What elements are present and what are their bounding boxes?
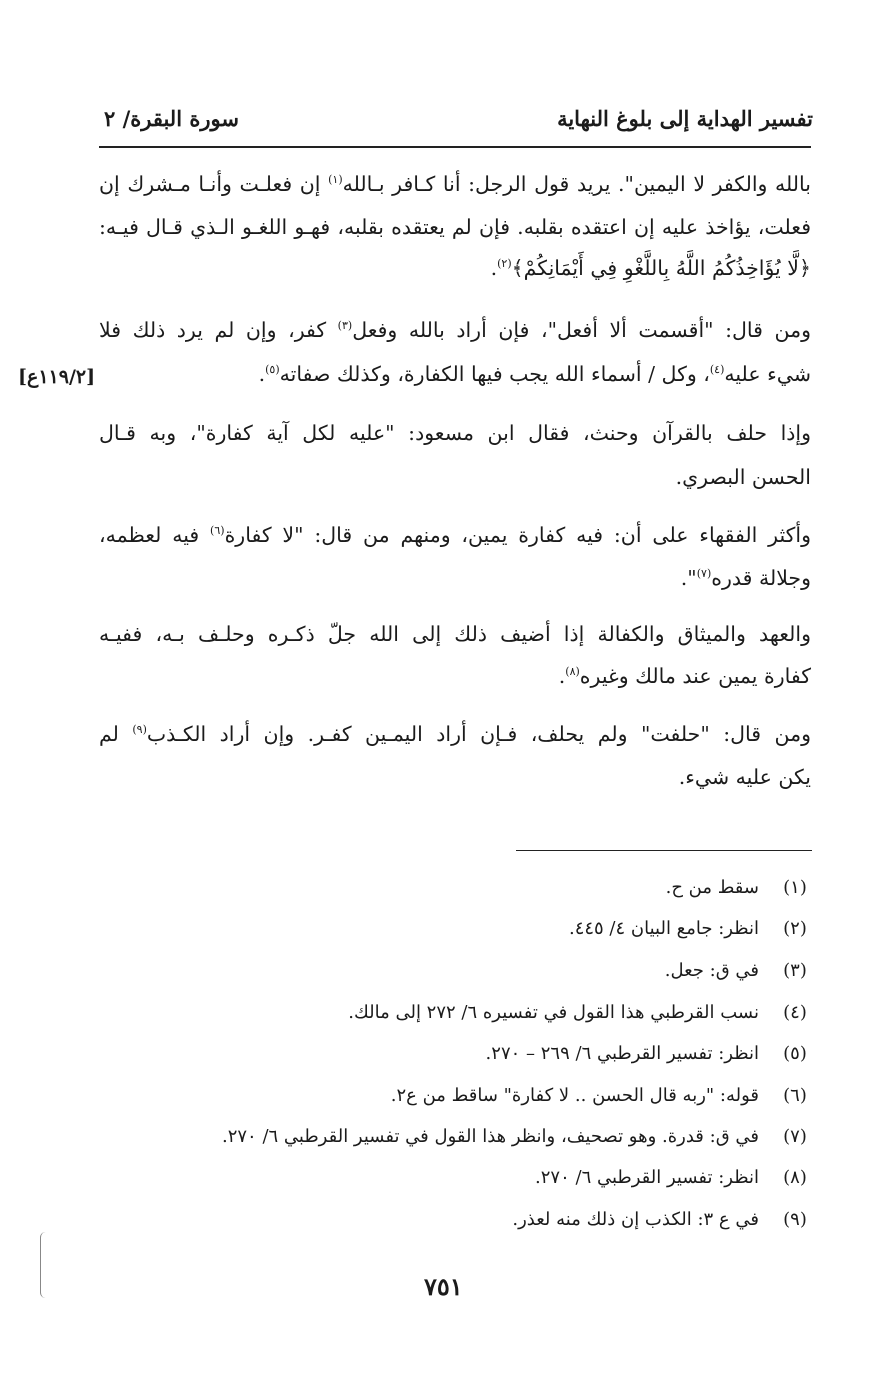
footnote-item xyxy=(512,1209,819,1230)
body-line: يكن عليه شيء. xyxy=(678,765,811,789)
footnote-ref[interactable]: (١) xyxy=(328,173,343,187)
text-run: ، وكل / أسماء الله يجب فيها الكفارة، وكذلك صفاته xyxy=(279,362,710,386)
running-header-title: تفسير الهداية إلى بلوغ النهاية xyxy=(557,106,813,131)
footnote-divider xyxy=(516,850,812,851)
footnote-number: (٧) xyxy=(783,1126,807,1147)
text-run: ومن قال: "أقسمت ألا أفعل"، فإن أراد بالله وفعل xyxy=(352,318,811,342)
manuscript-margin-ref: [١١٩/٢ع] xyxy=(18,366,96,388)
footnote-ref[interactable]: (٢) xyxy=(497,257,512,271)
footnote-ref[interactable]: (٦) xyxy=(210,524,225,538)
footnote-text: انظر: تفسير القرطبي ٦/ ٢٦٩ – ٢٧٠. xyxy=(485,1043,759,1064)
text-run: فيه لعظمه، xyxy=(99,523,211,547)
footnote-number: (٥) xyxy=(783,1043,807,1064)
text-run: لم xyxy=(99,722,133,746)
footnote-text: انظر: جامع البيان ٤/ ٤٤٥. xyxy=(568,918,759,939)
footnote-number: (٢) xyxy=(783,918,807,939)
footnote-item xyxy=(486,1043,819,1064)
body-line xyxy=(99,722,811,746)
footnote-number: (٨) xyxy=(783,1167,807,1188)
footnote-number: (١) xyxy=(783,877,807,898)
footnote-item xyxy=(665,960,819,981)
footnote-ref[interactable]: (٨) xyxy=(565,665,580,679)
footnote-item xyxy=(348,1002,819,1023)
text-run: إن فعلـت وأنـا مـشرك إن xyxy=(99,172,329,196)
text-run: بالله والكفر لا اليمين". يريد قول الرجل: أنا كـافر بـالله xyxy=(342,172,811,196)
footnote-text: في ق: قدرة. وهو تصحيف، وانظر هذا القول في تفسير القرطبي ٦/ ٢٧٠. xyxy=(221,1126,759,1147)
body-line: كفارة يمين عند مالك وغيره$^{(٨)}$. xyxy=(558,664,811,688)
text-run: كفر، وإن لم يرد ذلك فلا xyxy=(99,318,338,342)
footnote-text: نسب القرطبي هذا القول في تفسيره ٦/ ٢٧٢ إلى مالك. xyxy=(348,1002,759,1023)
footnote-item xyxy=(569,918,819,939)
text-run: ومن قال: "حلفت" ولم يحلف، فـإن أراد اليمـين كفـر. وإن أراد الكـذب xyxy=(146,722,812,746)
body-line: فعلت، يؤاخذ عليه إن اعتقده بقلبه. فإن لم يعتقده بقلبه، فهـو اللغـو الـذي قـال فيـه: xyxy=(99,215,811,239)
body-line xyxy=(99,523,811,547)
body-line: وجلالة قدره$^{(٧)}$". xyxy=(680,566,811,590)
footnote-number: (٩) xyxy=(783,1209,807,1230)
body-line: الحسن البصري. xyxy=(675,465,811,489)
body-line: شيء عليه$^{(٤)}$، وكل / أسماء الله يجب فيها الكفارة، وكذلك صفاته$^{(٥)}$. xyxy=(258,362,811,386)
running-header-surah: سورة البقرة/ ٢ xyxy=(104,106,239,131)
header-divider xyxy=(99,146,811,148)
body-line xyxy=(99,318,811,342)
footnote-text: في ق: جعل. xyxy=(664,960,759,981)
text-run: وأكثر الفقهاء على أن: فيه كفارة يمين، ومنهم من قال: "لا كفارة xyxy=(224,523,811,547)
footnote-number: (٤) xyxy=(783,1002,807,1023)
body-line: وإذا حلف بالقرآن وحنث، فقال ابن مسعود: "عليه لكل آية كفارة"، وبه قـال xyxy=(99,421,811,445)
footnote-text: انظر: تفسير القرطبي ٦/ ٢٧٠. xyxy=(535,1167,759,1188)
footnote-text: سقط من ح. xyxy=(665,877,759,898)
scan-edge-mark xyxy=(40,1232,51,1298)
footnote-ref[interactable]: (٥) xyxy=(265,363,280,377)
text-run: وجلالة قدره xyxy=(711,566,811,590)
footnote-text: في ع ٣: الكذب إن ذلك منه لعذر. xyxy=(512,1209,759,1230)
footnote-number: (٦) xyxy=(783,1085,807,1106)
footnote-item xyxy=(222,1126,819,1147)
footnote-item xyxy=(535,1167,819,1188)
footnote-ref[interactable]: (٩) xyxy=(132,723,147,737)
footnote-item xyxy=(391,1085,819,1106)
quran-quote-line: ﴿لَّا يُؤَاخِذُكُمُ اللَّهُ بِاللَّغْوِ فِي أَيْمَانِكُمْ﴾$^{(٢)}$. xyxy=(490,256,811,280)
footnote-ref[interactable]: (٣) xyxy=(337,319,353,333)
page-number: ٧٥١ xyxy=(424,1272,463,1301)
footnote-ref[interactable]: (٤) xyxy=(709,363,725,377)
footnote-text: قوله: "ربه قال الحسن .. لا كفارة" ساقط من ع٢. xyxy=(390,1085,759,1106)
footnote-number: (٣) xyxy=(783,960,807,981)
footnote-ref[interactable]: (٧) xyxy=(696,567,712,581)
quran-quote: ﴿لَّا يُؤَاخِذُكُمُ اللَّهُ بِاللَّغْوِ فِي أَيْمَانِكُمْ﴾ xyxy=(511,256,811,280)
text-run: شيء عليه xyxy=(724,362,811,386)
body-line: والعهد والميثاق والكفالة إذا أضيف ذلك إلى الله جلّ ذكـره وحلـف بـه، ففيـه xyxy=(99,622,811,646)
body-line xyxy=(99,172,811,196)
footnote-item xyxy=(666,877,819,898)
text-run: كفارة يمين عند مالك وغيره xyxy=(579,664,811,688)
